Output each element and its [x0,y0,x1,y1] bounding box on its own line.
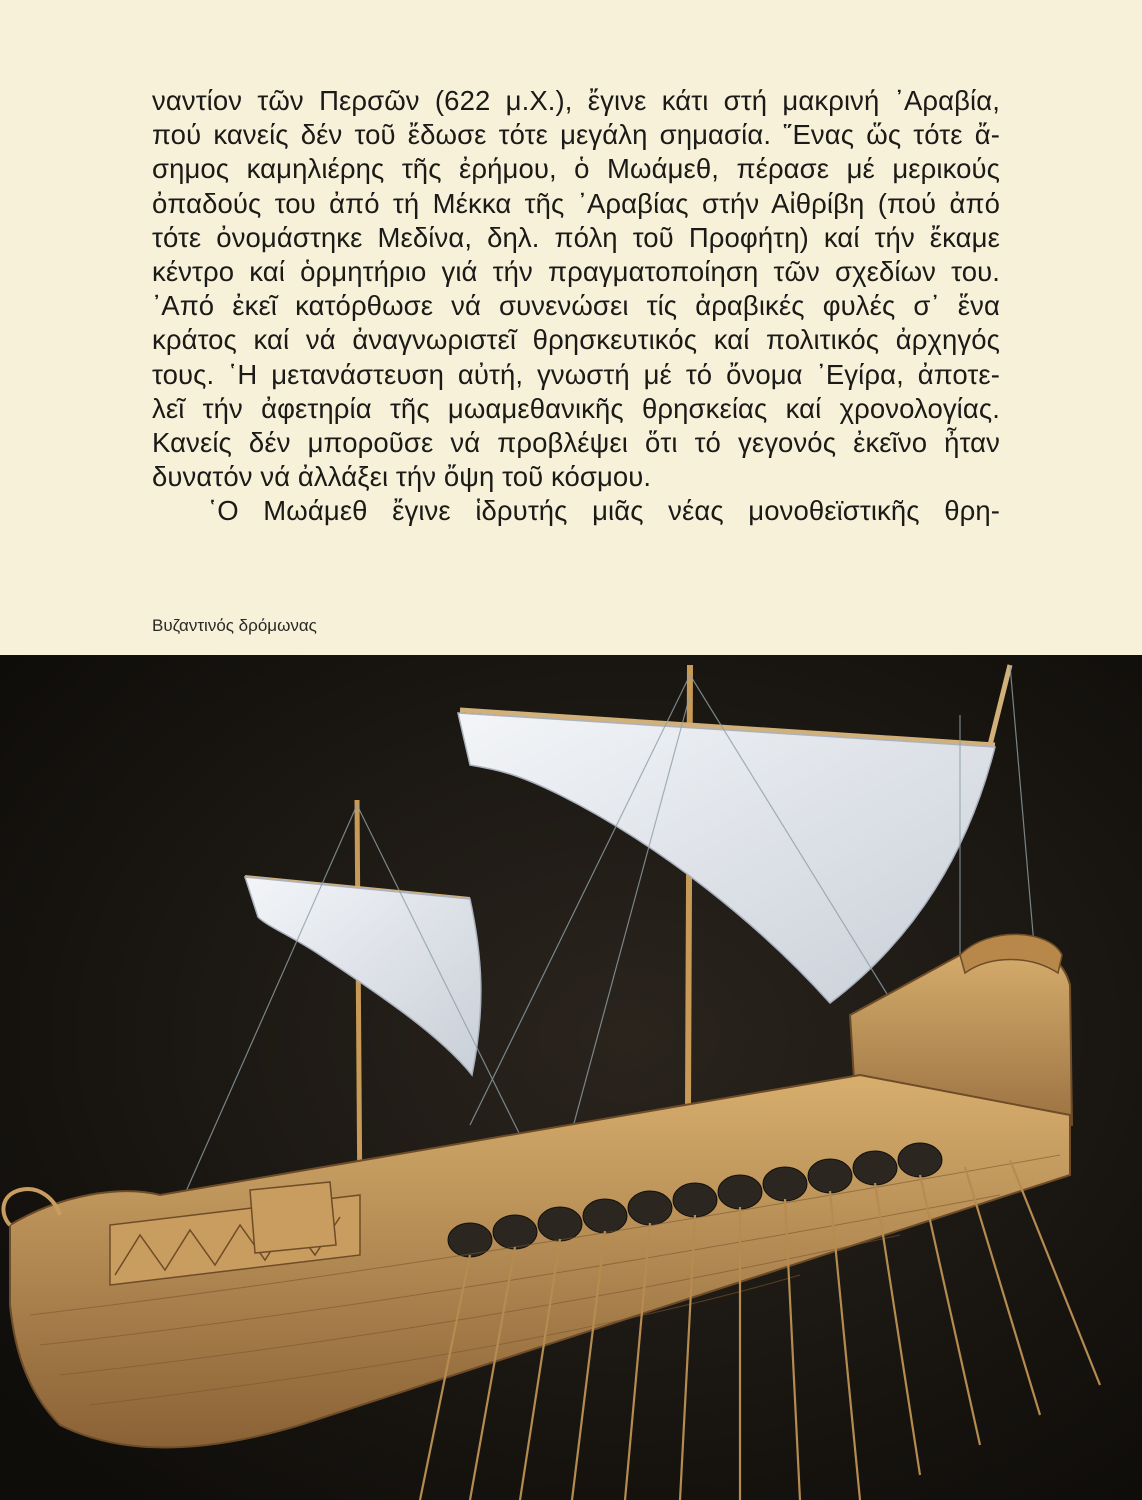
dromon-illustration [0,655,1142,1500]
ship-model-photo [0,655,1142,1500]
text-line: κράτος καί νά ἀναγνωριστεῖ θρησκευτικός καί πολιτικός ἀρχηγός [152,324,1000,356]
text-line: ναντίον τῶν Περσῶν (622 μ.Χ.), ἔγινε κάτι στή μακρινή ᾿Αραβία, [152,85,1000,116]
text-line: ᾿Από ἐκεῖ κατόρθωσε νά συνενώσει τίς ἀραβικές φυλές σ᾿ ἕνα [152,290,1000,322]
text-line: ὀπαδούς του ἀπό τή Μέκκα τῆς ᾿Αραβίας στήν Αἰθρίβη (πού ἀπό [152,187,1000,219]
text-line: ῾Ο Μωάμεθ ἔγινε ἱδρυτής μιᾶς νέας μονοθεϊστικῆς θρη- [208,495,1000,527]
text-line: Κανείς δέν μποροῦσε νά προβλέψει ὅτι τό γεγονός ἐκεῖνο ἦταν [152,426,1000,458]
text-line: πού κανείς δέν τοῦ ἔδωσε τότε μεγάλη σημασία. ῞Ενας ὥς τότε ἄ- [152,119,1000,151]
text-line: σημος καμηλιέρης τῆς ἐρήμου, ὁ Μωάμεθ, πέρασε μέ μερικούς [152,153,1000,185]
text-line: τους. ῾Η μετανάστευση αὐτή, γνωστή μέ τό ὄνομα ᾿Εγίρα, ἀποτε- [152,358,1000,390]
bow-cabin [250,1182,336,1253]
text-line: κέντρο καί ὁρμητήριο γιά τήν πραγματοποίηση τῶν σχεδίων του. [152,255,1000,287]
text-line: λεῖ τήν ἀφετηρία τῆς μωαμεθανικῆς θρησκείας καί χρονολογίας. [152,392,1000,424]
text-line: τότε ὀνομάστηκε Μεδίνα, δηλ. πόλη τοῦ Προφήτη) καί τήν ἔκαμε [152,221,1000,253]
body-text [152,84,1000,528]
figure-caption: Βυζαντινός δρόμωνας [152,616,317,635]
text-line: δυνατόν νά ἀλλάξει τήν ὄψη τοῦ κόσμου. [152,461,652,493]
